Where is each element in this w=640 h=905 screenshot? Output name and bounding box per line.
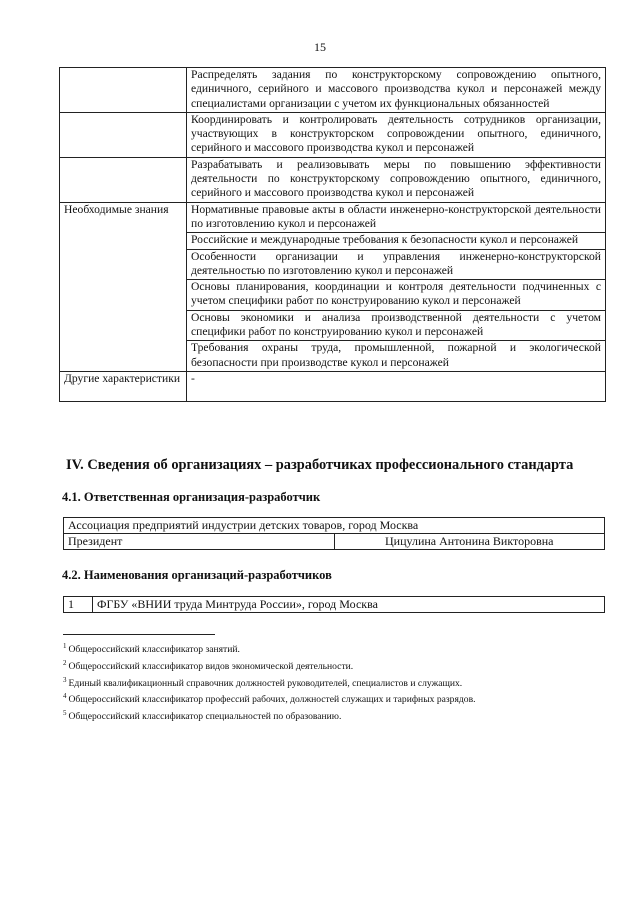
- other-characteristics-value: -: [187, 371, 606, 401]
- table-row: [60, 202, 606, 233]
- footnote-mark: 3: [63, 675, 67, 684]
- knowledge-cell: Нормативные правовые акты в области инженерно-конструкторской деятельности по изготовлению кукол и персонажей: [187, 202, 606, 233]
- footnote-text: Единый квалификационный справочник должностей руководителей, специалистов и служащих.: [68, 677, 463, 689]
- knowledge-cell: Требования охраны труда, промышленной, пожарной и экологической безопасности при производстве кукол и персонажей: [187, 341, 606, 372]
- footnote-mark: 2: [63, 658, 67, 667]
- table-row: [64, 534, 605, 550]
- row-number: 1: [64, 597, 93, 613]
- table-row: [60, 112, 606, 157]
- table-row: [64, 597, 605, 613]
- task-cell: Разрабатывать и реализовывать меры по повышению эффективности деятельности по конструкторскому сопровождению опытного, единичного, серийного и массового производства кукол и персонажей: [187, 157, 606, 202]
- knowledge-cell: Особенности организации и управления инженерно-конструкторской деятельностью по изготовлению кукол и персонажей: [187, 249, 606, 280]
- table-row: [60, 371, 606, 401]
- empty-label-cell: [60, 157, 187, 202]
- position-cell: Президент: [64, 534, 335, 550]
- person-cell: Цицулина Антонина Викторовна: [334, 534, 605, 550]
- table-row: [60, 157, 606, 202]
- footnote-text: Общероссийский классификатор профессий рабочих, должностей служащих и тарифных разрядов.: [68, 694, 476, 706]
- footnote-mark: 1: [63, 642, 67, 650]
- subsection-heading-developers: 4.2. Наименования организаций-разработчиков: [62, 568, 332, 582]
- knowledge-label: Необходимые знания: [60, 202, 187, 371]
- table-row: [60, 68, 606, 113]
- footnote-text: Общероссийский классификатор специальностей по образованию.: [68, 711, 342, 723]
- task-cell: Распределять задания по конструкторскому сопровождению опытного, единичного, серийного и массового производства кукол и персонажей между специалистами организации с учетом их функциональных обязанностей: [187, 68, 606, 113]
- footnote-divider: [63, 634, 215, 635]
- footnote: [63, 640, 476, 657]
- footnote-text: Общероссийский классификатор видов экономической деятельности.: [68, 660, 354, 672]
- responsible-org-table: [63, 517, 605, 550]
- empty-label-cell: [60, 112, 187, 157]
- knowledge-cell: Основы экономики и анализа производственной деятельности с учетом специфики работ по конструированию кукол и персонажей: [187, 310, 606, 341]
- subsection-heading-responsible: 4.1. Ответственная организация-разработчик: [62, 490, 321, 504]
- footnotes-list: [63, 640, 476, 724]
- other-characteristics-label: Другие характеристики: [60, 371, 187, 401]
- knowledge-cell: Основы планирования, координации и контроля деятельности подчиненных с учетом специфики работ по конструированию кукол и персонажей: [187, 280, 606, 311]
- page-number: 15: [314, 40, 326, 54]
- footnote-mark: 5: [63, 709, 67, 718]
- responsible-org-name: Ассоциация предприятий индустрии детских товаров, город Москва: [64, 518, 605, 534]
- developer-org-name: ФГБУ «ВНИИ труда Минтруда России», город Москва: [93, 597, 605, 613]
- developer-orgs-table: [63, 596, 605, 613]
- labor-functions-table: [59, 67, 606, 402]
- footnote-text: Общероссийский классификатор занятий.: [68, 644, 240, 656]
- section-heading: IV. Сведения об организациях – разработчиках профессионального стандарта: [66, 457, 574, 473]
- footnote: [63, 674, 476, 691]
- footnote: [63, 657, 476, 674]
- knowledge-cell: Российские и международные требования к безопасности кукол и персонажей: [187, 233, 606, 249]
- empty-label-cell: [60, 68, 187, 113]
- table-row: [64, 518, 605, 534]
- footnote: [63, 707, 476, 724]
- task-cell: Координировать и контролировать деятельность сотрудников организации, участвующих в конструкторском сопровождении опытного, единичного, серийного и массового производства кукол и персонажей: [187, 112, 606, 157]
- footnote-mark: 4: [63, 692, 67, 701]
- footnote: [63, 690, 476, 707]
